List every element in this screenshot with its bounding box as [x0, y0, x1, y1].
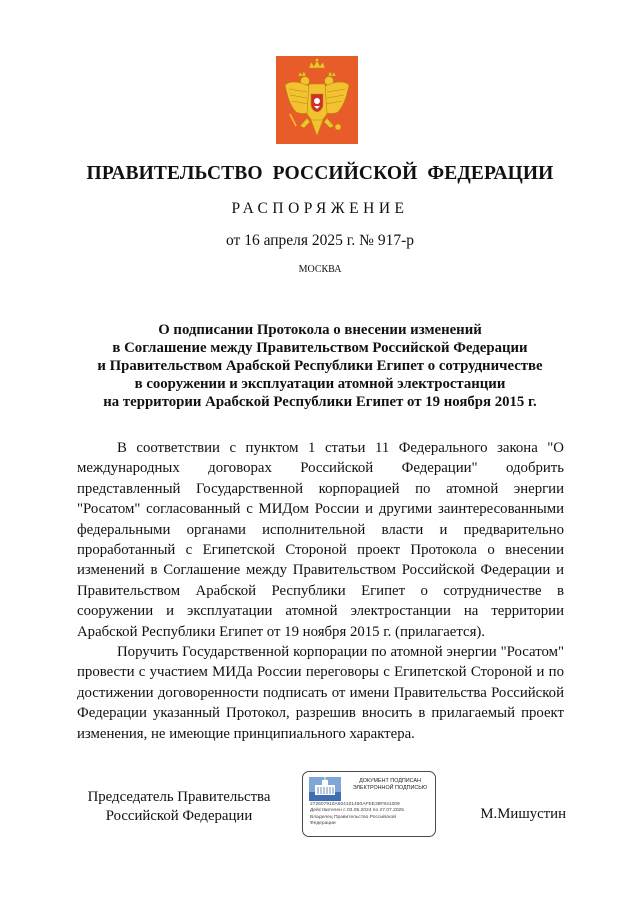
- stamp-header-line: ДОКУМЕНТ ПОДПИСАН: [359, 778, 421, 784]
- subject-line: в Соглашение между Правительством Российской Федерации: [112, 339, 528, 356]
- document-subject: [60, 322, 580, 412]
- government-building-icon: [309, 777, 341, 801]
- signer-position-line: Председатель Правительства: [87, 789, 271, 805]
- stamp-owner-line: Федерации: [310, 821, 336, 827]
- emblem-icon: [276, 56, 358, 144]
- stamp-owner-line: Владелец Правительство Российской: [310, 814, 396, 820]
- subject-line: и Правительством Арабской Республики Египет о сотрудничестве: [97, 357, 543, 374]
- document-date-number: от 16 апреля 2025 г. № 917-р: [226, 232, 414, 249]
- signer-position-line: Российской Федерации: [105, 808, 253, 824]
- electronic-signature-stamp: [302, 771, 436, 837]
- body-paragraph: Поручить Государственной корпорации по атомной энергии "Росатом" провести с участием МИДа России переговоры с Египетской Стороной и по достижении договоренности подписать от имени Правительства Российской Федерации указанный Протокол, разрешив вносить в прилагаемый проект изменения, не имеющие принципиального характера.: [77, 644, 564, 742]
- stamp-certificate: 272607910A604101450AFEE38F841009: [310, 802, 400, 807]
- document-type: РАСПОРЯЖЕНИЕ: [231, 200, 409, 217]
- stamp-header: [349, 778, 431, 792]
- stamp-validity: Действителен с 03.05.2024 по 27.07.2025: [310, 808, 404, 814]
- document-city: МОСКВА: [298, 264, 342, 275]
- subject-line: на территории Арабской Республики Египет от 19 ноября 2015 г.: [103, 393, 537, 410]
- stamp-details: [310, 802, 432, 828]
- document-body: [77, 438, 564, 744]
- subject-line: О подписании Протокола о внесении изменений: [158, 322, 482, 338]
- government-title: ПРАВИТЕЛЬСТВО РОССИЙСКОЙ ФЕДЕРАЦИИ: [86, 163, 554, 184]
- signer-position: [79, 788, 279, 826]
- stamp-header-line: ЭЛЕКТРОННОЙ ПОДПИСЬЮ: [352, 785, 428, 791]
- subject-line: в сооружении и эксплуатации атомной электростанции: [134, 375, 506, 392]
- signer-name: М.Мишустин: [480, 806, 566, 822]
- body-paragraph: В соответствии с пунктом 1 статьи 11 Федерального закона "О международных договорах Российской Федерации" одобрить представленный Государственной корпорацией по атомной энергии "Росатом" согласованный с МИДом России и другими заинтересованными федеральными органами исполнительной власти и предварительно проработанный с Египетской Стороной проект Протокола о внесении изменений в Соглашение между Правительством Российской Федерации и Правительством Арабской Республики Египет о сотрудничестве в сооружении и эксплуатации атомной электростанции на территории Арабской Республики Египет от 19 ноября 2015 г. (прилагается).: [77, 440, 564, 640]
